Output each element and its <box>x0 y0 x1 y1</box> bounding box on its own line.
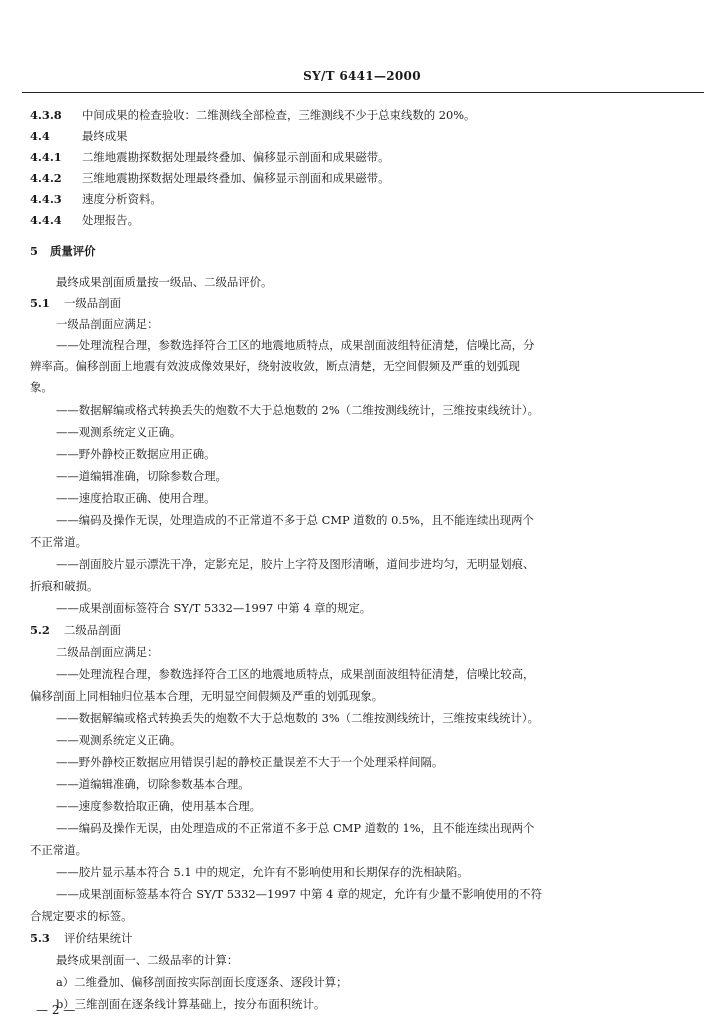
clause-text: 速度分析资料。 <box>82 192 162 206</box>
clause-text: 二维地震勘探数据处理最终叠加、偏移显示剖面和成果磁带。 <box>82 150 390 164</box>
heading-5-3 <box>30 927 694 949</box>
list-item-continuation: 辨率高。偏移剖面上地震有效波成像效果好，绕射波收敛，断点清楚，无空间假频及严重的划弧现 <box>30 359 520 373</box>
clause-4-4-3 <box>30 188 694 210</box>
clause-number: 4.4.1 <box>30 150 62 164</box>
clause-number: 4.4.3 <box>30 192 62 206</box>
heading-5-1 <box>30 292 694 314</box>
paragraph-line: 最终成果剖面质量按一级品、二级品评价。 <box>56 275 273 289</box>
paragraph-line: 一级品剖面应满足： <box>56 317 159 331</box>
list-item-line: ——成果剖面标签基本符合 SY/T 5332—1997 中第 4 章的规定，允许有少量不影响使用的不符 <box>56 887 542 901</box>
list-item-line: ——处理流程合理，参数选择符合工区的地震地质特点，成果剖面波组特征清楚，信噪比高，分 <box>56 338 535 352</box>
clause-number: 4.4.4 <box>30 213 62 227</box>
clause-number: 4.4.2 <box>30 171 62 185</box>
standard-code-header: SY/T 6441—2000 <box>303 69 421 83</box>
list-item-line: a）二维叠加、偏移剖面按实际剖面长度逐条、逐段计算； <box>56 975 348 989</box>
list-item-line: b）三维剖面在逐条线计算基础上，按分布面积统计。 <box>56 997 326 1011</box>
clause-number: 4.4 <box>30 129 50 143</box>
heading-4-4 <box>30 125 694 147</box>
paragraph-line: 最终成果剖面一、二级品率的计算： <box>56 953 239 967</box>
list-item-line: ——数据解编或格式转换丢失的炮数不大于总炮数的 3%（二维按测线统计，三维按束线统计）。 <box>56 711 540 725</box>
paragraph-line: 二级品剖面应满足： <box>56 645 159 659</box>
clause-text: 评价结果统计 <box>64 931 133 945</box>
list-item-continuation: 偏移剖面上同相轴归位基本合理，无明显空间假频及严重的划弧现象。 <box>30 689 384 703</box>
clause-number: 5.3 <box>30 931 50 945</box>
clause-text: 一级品剖面 <box>64 296 121 310</box>
list-item-continuation: 不正常道。 <box>30 843 87 857</box>
list-item-line: ——野外静校正数据应用正确。 <box>56 447 216 461</box>
list-item-line: ——数据解编或格式转换丢失的炮数不大于总炮数的 2%（二维按测线统计，三维按束线统计）。 <box>56 403 540 417</box>
page-number: — 2 — <box>36 1003 76 1017</box>
clause-text: 三维地震勘探数据处理最终叠加、偏移显示剖面和成果磁带。 <box>82 171 390 185</box>
header-rule <box>22 92 704 93</box>
clause-text: 中间成果的检查验收：二维测线全部检查，三维测线不少于总束线数的 20%。 <box>82 108 476 122</box>
list-item-line: ——野外静校正数据应用错误引起的静校正量误差不大于一个处理采样间隔。 <box>56 755 444 769</box>
section-5-heading <box>30 240 694 262</box>
list-item-continuation: 象。 <box>30 380 53 394</box>
clause-text: 二级品剖面 <box>64 623 121 637</box>
clause-4-4-1 <box>30 146 694 168</box>
list-item-line: ——道编辑准确，切除参数基本合理。 <box>56 777 250 791</box>
clause-text: 最终成果 <box>82 129 128 143</box>
clause-4-4-2 <box>30 167 694 189</box>
list-item-continuation: 折痕和破损。 <box>30 579 99 593</box>
list-item-line: ——观测系统定义正确。 <box>56 733 182 747</box>
clause-number: 5.2 <box>30 623 50 637</box>
clause-number: 4.3.8 <box>30 108 62 122</box>
list-item-line: ——处理流程合理，参数选择符合工区的地震地质特点，成果剖面波组特征清楚，信噪比较高， <box>56 667 535 681</box>
list-item-line: ——编码及操作无误，处理造成的不正常道不多于总 CMP 道数的 0.5%，且不能连续出现两个 <box>56 513 534 527</box>
list-item-line: ——成果剖面标签符合 SY/T 5332—1997 中第 4 章的规定。 <box>56 601 372 615</box>
list-item-line: ——速度拾取正确、使用合理。 <box>56 491 216 505</box>
clause-number: 5.1 <box>30 296 50 310</box>
clause-4-3-8 <box>30 104 694 126</box>
list-item-line: ——速度参数拾取正确，使用基本合理。 <box>56 799 262 813</box>
list-item-continuation: 不正常道。 <box>30 535 87 549</box>
section-number: 5 <box>30 244 38 258</box>
list-item-line: ——胶片显示基本符合 5.1 中的规定，允许有不影响使用和长期保存的洗相缺陷。 <box>56 865 469 879</box>
clause-text: 处理报告。 <box>82 213 139 227</box>
heading-5-2 <box>30 619 694 641</box>
clause-4-4-4 <box>30 209 694 231</box>
list-item-line: ——道编辑准确，切除参数合理。 <box>56 469 227 483</box>
list-item-line: ——编码及操作无误，由处理造成的不正常道不多于总 CMP 道数的 1%，且不能连续出现两个 <box>56 821 535 835</box>
section-title: 质量评价 <box>50 244 96 258</box>
list-item-line: ——剖面胶片显示漂洗干净，定影充足，胶片上字符及图形清晰，道间步进均匀，无明显划痕、 <box>56 557 535 571</box>
list-item-line: ——观测系统定义正确。 <box>56 425 182 439</box>
list-item-continuation: 合规定要求的标签。 <box>30 909 133 923</box>
